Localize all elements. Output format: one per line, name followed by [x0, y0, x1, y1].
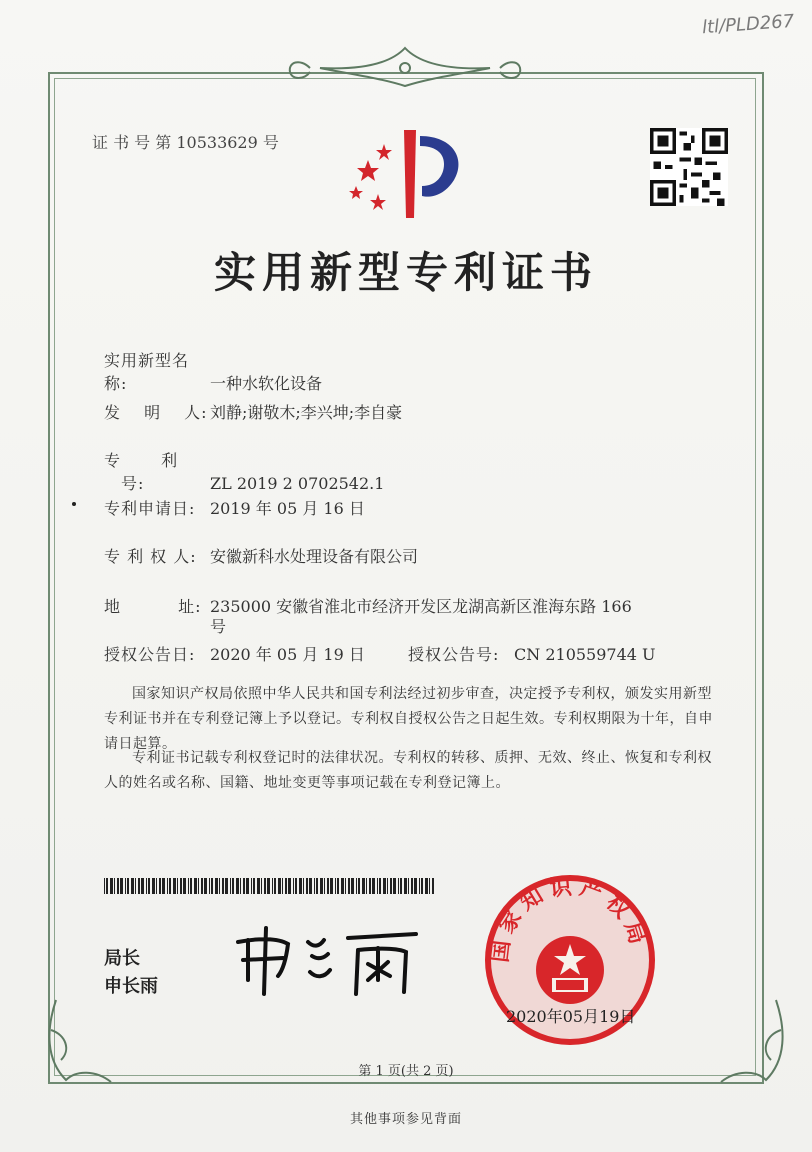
barcode-bar [419, 878, 420, 894]
barcode-bar [204, 878, 207, 894]
field-name-value: 一种水软化设备 [210, 374, 323, 393]
footer-note: 其他事项参见背面 [349, 1112, 462, 1127]
barcode-bar [356, 878, 357, 894]
director-title: 局长 [104, 948, 140, 969]
barcode-bar [183, 878, 186, 894]
barcode-bar [278, 878, 281, 894]
barcode-bar [285, 878, 287, 894]
barcode-bar [316, 878, 318, 894]
barcode-bar [141, 878, 144, 894]
barcode-bar [188, 878, 189, 894]
cnipa-logo-icon [344, 120, 474, 220]
barcode-bar [190, 878, 192, 894]
barcode-bar [390, 878, 392, 894]
barcode-bar [152, 878, 155, 894]
barcode-bar [135, 878, 136, 894]
barcode-bar [156, 878, 157, 894]
barcode-bar [432, 878, 434, 894]
barcode-bar [243, 878, 245, 894]
barcode-bar [104, 878, 105, 894]
field-grant-date [104, 642, 365, 665]
director-signature [228, 920, 428, 1000]
barcode-bar [295, 878, 297, 894]
certificate-number: 证 书 号 第 10533629 号 [92, 133, 279, 152]
barcode-bar [341, 878, 344, 894]
barcode-bar [366, 878, 367, 894]
barcode-bar [362, 878, 365, 894]
barcode-bar [251, 878, 252, 894]
barcode-bar [429, 878, 430, 894]
barcode-bar [167, 878, 168, 894]
barcode-bar [358, 878, 360, 894]
barcode-bar [274, 878, 276, 894]
field-patentee-label: 专 利 权 人: [104, 547, 197, 566]
field-patent-no-label: 专 利 号: [104, 451, 179, 493]
handwritten-note: ltl/PLD267 [701, 10, 795, 39]
barcode-bar [219, 878, 220, 894]
barcode-bar [138, 878, 140, 894]
barcode-bar [377, 878, 378, 894]
field-patentee-value: 安徽新科水处理设备有限公司 [210, 547, 419, 566]
certificate-title: 实用新型专利证书 [213, 248, 598, 297]
barcode-bar [211, 878, 213, 894]
field-address [104, 594, 632, 617]
barcode-bar [299, 878, 302, 894]
barcode-bar [215, 878, 218, 894]
field-name [104, 348, 322, 394]
barcode-bar [411, 878, 413, 894]
barcode-bar [169, 878, 171, 894]
barcode-bar [383, 878, 386, 894]
seal-text: 国家知识产权局 [487, 874, 652, 964]
field-address-value-line1: 235000 安徽省淮北市经济开发区龙湖高新区淮海东路 166 [210, 597, 632, 616]
barcode-bar [177, 878, 178, 894]
barcode-bar [393, 878, 396, 894]
field-patent-no-value: ZL 2019 2 0702542.1 [210, 474, 385, 493]
barcode-bar [148, 878, 150, 894]
barcode-bar [327, 878, 329, 894]
barcode-bar [314, 878, 315, 894]
barcode-bar [309, 878, 312, 894]
barcode-bar [267, 878, 270, 894]
barcode-bar [253, 878, 255, 894]
barcode-bar [337, 878, 339, 894]
director-name: 申长雨 [104, 976, 158, 997]
barcode-bar [117, 878, 119, 894]
barcode-bar [414, 878, 417, 894]
barcode-bar [232, 878, 234, 894]
barcode-bar [257, 878, 260, 894]
barcode-bar [303, 878, 304, 894]
barcode-bar [110, 878, 113, 894]
field-patent-no [104, 448, 384, 494]
barcode-bar [230, 878, 231, 894]
barcode-bar [400, 878, 402, 894]
field-name-label: 实用新型名称: [104, 351, 190, 393]
barcode-bar [201, 878, 203, 894]
field-grant-no-value: CN 210559744 U [514, 645, 656, 664]
barcode [104, 878, 434, 894]
seal-date: 2020年05月19日 [506, 1007, 636, 1026]
barcode-bar [180, 878, 182, 894]
barcode-bar [222, 878, 224, 894]
barcode-bar [125, 878, 126, 894]
qr-code [650, 128, 728, 206]
field-grant-no-label: 授权公告号: [408, 645, 500, 664]
field-patentee [104, 544, 418, 567]
barcode-bar [209, 878, 210, 894]
legal-paragraph-1: 国家知识产权局依照中华人民共和国专利法经过初步审查，决定授予专利权，颁发实用新型专利证书并在专利登记簿上予以登记。专利权自授权公告之日起生效。专利权期限为十年，自申请日起算。 [104, 686, 713, 752]
barcode-bar [240, 878, 241, 894]
field-grant-date-label: 授权公告日: [104, 645, 196, 664]
field-address-value-line2: 号 [210, 617, 227, 636]
barcode-bar [330, 878, 333, 894]
field-inventors-value: 刘静;谢敬木;李兴坤;李自豪 [210, 403, 403, 422]
field-filing-date-label: 专利申请日: [104, 499, 196, 518]
barcode-bar [282, 878, 283, 894]
barcode-bar [387, 878, 388, 894]
field-grant-date-value: 2020 年 05 月 19 日 [210, 645, 365, 664]
barcode-bar [348, 878, 350, 894]
barcode-bar [379, 878, 381, 894]
field-address-label: 地 址: [104, 597, 202, 616]
barcode-bar [345, 878, 346, 894]
barcode-bar [288, 878, 291, 894]
barcode-bar [293, 878, 294, 894]
barcode-bar [236, 878, 239, 894]
barcode-bar [173, 878, 176, 894]
barcode-bar [324, 878, 325, 894]
barcode-bar [261, 878, 262, 894]
barcode-bar [369, 878, 371, 894]
legal-paragraph-2: 专利证书记载专利权登记时的法律状况。专利权的转移、质押、无效、终止、恢复和专利权人的姓名或名称、国籍、地址变更等事项记载在专利登记簿上。 [104, 750, 712, 791]
field-filing-date [104, 496, 365, 519]
barcode-bar [162, 878, 165, 894]
field-inventors-label: 发 明 人: [104, 403, 208, 422]
barcode-bar [372, 878, 375, 894]
barcode-bar [421, 878, 423, 894]
barcode-bar [264, 878, 266, 894]
barcode-bar [131, 878, 134, 894]
barcode-bar [194, 878, 197, 894]
page-number: 第 1 页(共 2 页) [358, 1064, 454, 1079]
barcode-bar [351, 878, 354, 894]
barcode-bar [127, 878, 129, 894]
barcode-bar [120, 878, 123, 894]
field-filing-date-value: 2019 年 05 月 16 日 [210, 499, 365, 518]
barcode-bar [146, 878, 147, 894]
barcode-bar [408, 878, 409, 894]
barcode-bar [335, 878, 336, 894]
barcode-bar [425, 878, 428, 894]
barcode-bar [106, 878, 108, 894]
field-grant-no [408, 642, 656, 665]
top-ornament [280, 44, 530, 90]
barcode-bar [404, 878, 407, 894]
field-inventors [104, 400, 402, 423]
ink-dot [72, 502, 76, 506]
barcode-bar [246, 878, 249, 894]
barcode-bar [306, 878, 308, 894]
barcode-bar [272, 878, 273, 894]
barcode-bar [114, 878, 115, 894]
barcode-bar [320, 878, 323, 894]
barcode-bar [159, 878, 161, 894]
barcode-bar [398, 878, 399, 894]
field-address-line2 [210, 614, 226, 637]
barcode-bar [198, 878, 199, 894]
barcode-bar [225, 878, 228, 894]
